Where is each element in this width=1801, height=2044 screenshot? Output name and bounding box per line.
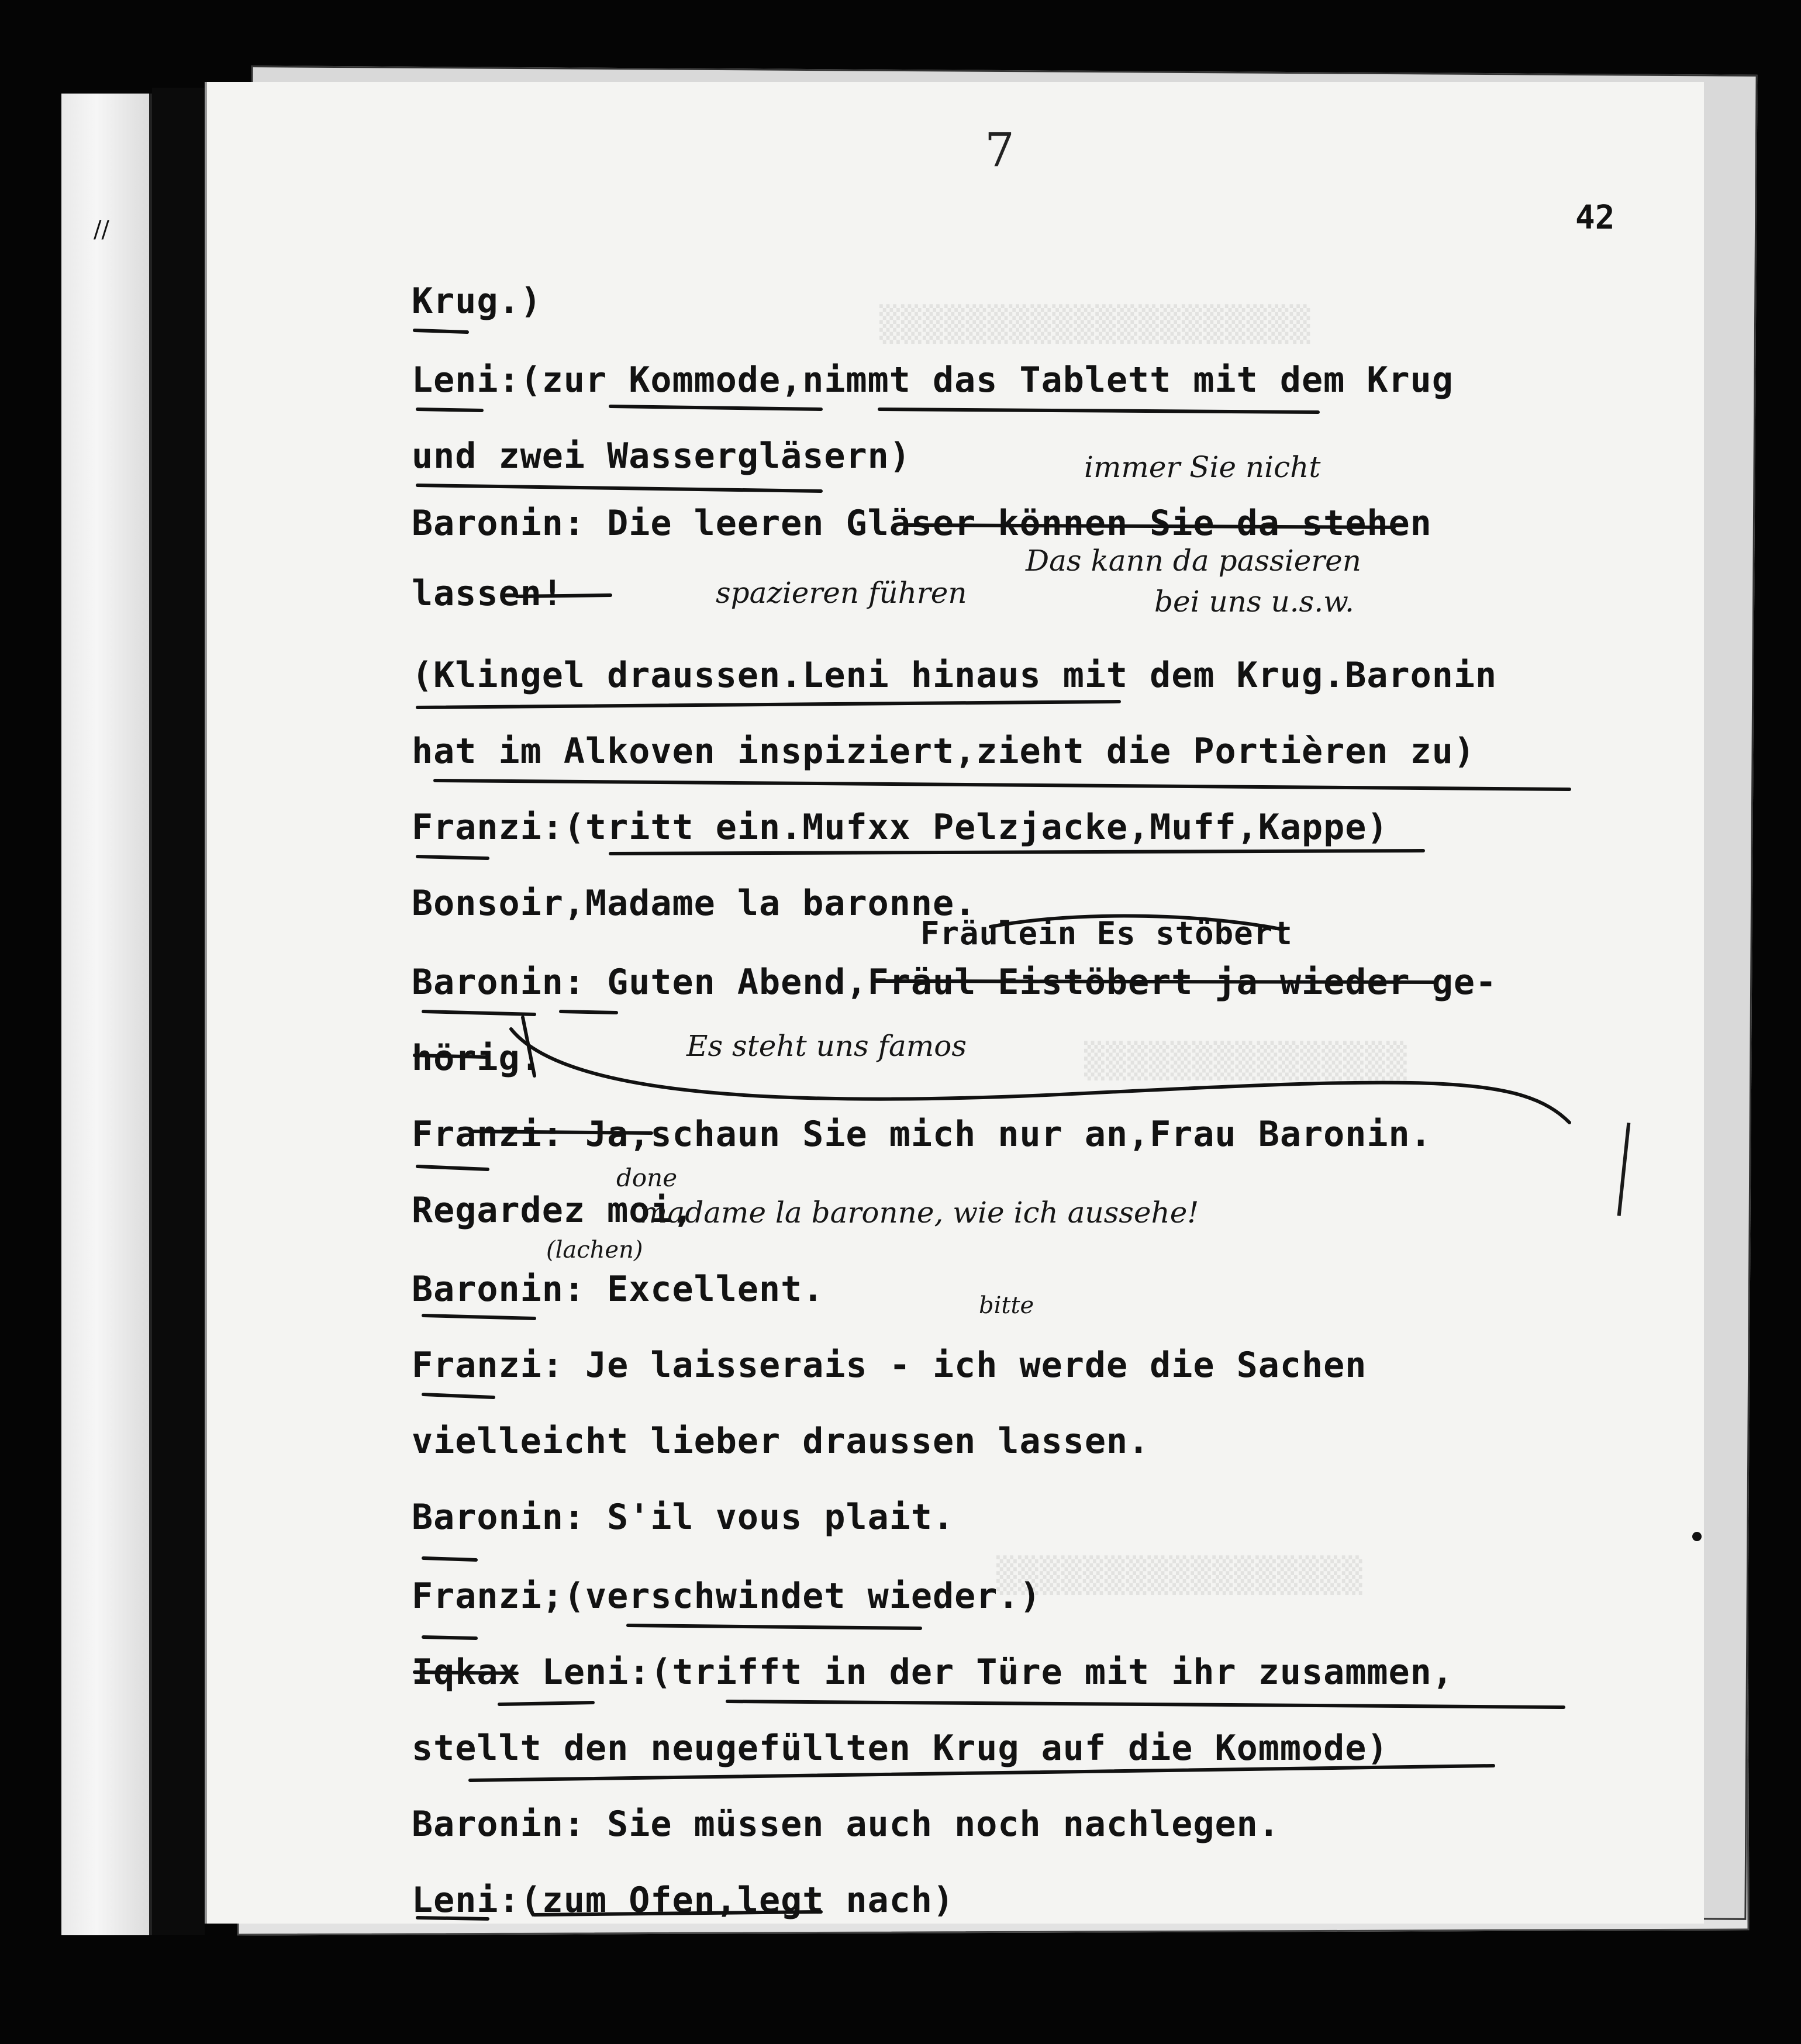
- show-through: ▒▒▒▒▒▒▒▒▒▒▒▒▒▒▒▒▒: [996, 1555, 1364, 1595]
- folder-edge: [61, 94, 153, 1935]
- text-line: Bonsoir,Madame la baronne.: [412, 883, 977, 924]
- text-line: Franzi: Ja,schaun Sie mich nur an,Frau Baronin.: [412, 1114, 1432, 1155]
- text-line: Leni:(zur Kommode,nimmt das Tablett mit dem Krug: [412, 360, 1454, 400]
- text-line: und zwei Wassergläsern): [412, 436, 911, 477]
- text-line: Krug.): [412, 281, 542, 322]
- typed-insertion: Fräulein Es stöbert: [920, 915, 1293, 952]
- handwritten-note: (lachen): [546, 1237, 643, 1263]
- handwritten-note: done: [616, 1163, 678, 1192]
- show-through: ▒▒▒▒▒▒▒▒▒▒▒▒▒▒▒▒▒▒▒▒: [879, 304, 1312, 344]
- handwritten-top-mark: 7: [985, 123, 1015, 177]
- handwritten-note: bei uns u.s.w.: [1154, 585, 1354, 619]
- text-line: vielleicht lieber draussen lassen.: [412, 1421, 1150, 1462]
- pen-markings: [207, 82, 1704, 1924]
- text-line: Franzi;(verschwindet wieder.): [412, 1576, 1041, 1617]
- text-line: Baronin: Excellent.: [412, 1269, 824, 1310]
- text-line: Franzi: Je laisserais - ich werde die Sachen: [412, 1345, 1367, 1386]
- handwritten-note: madame la baronne, wie ich aussehe!: [640, 1196, 1199, 1230]
- text-line: Baronin: S'il vous plait.: [412, 1497, 955, 1538]
- text-line: Baronin: Die leeren Gläser können Sie da stehen: [412, 503, 1432, 544]
- text-line: Baronin: Guten Abend,Fräul Eistöbert ja wieder ge-: [412, 962, 1498, 1003]
- text-line: Leni:(zum Ofen,legt nach): [412, 1880, 955, 1921]
- underline-mark: [415, 330, 467, 332]
- binding-gap: [152, 88, 205, 1935]
- text-line: Iqkax Leni:(trifft in der Türe mit ihr zusammen,: [412, 1652, 1454, 1693]
- text-line: hörig.: [412, 1038, 542, 1079]
- page-number: 42: [1575, 199, 1615, 237]
- text-line: Regardez moi,: [412, 1190, 694, 1231]
- ink-dot: [1692, 1532, 1702, 1541]
- text-line: lassen!: [412, 573, 564, 614]
- margin-mark: //: [94, 216, 109, 243]
- text-line: hat im Alkoven inspiziert,zieht die Portièren zu): [412, 731, 1476, 772]
- text-line: Baronin: Sie müssen auch noch nachlegen.: [412, 1804, 1280, 1845]
- handwritten-note: bitte: [979, 1292, 1034, 1319]
- text-line: Franzi:(tritt ein.Mufxx Pelzjacke,Muff,Kappe): [412, 807, 1389, 848]
- handwritten-note: Das kann da passieren: [1026, 544, 1361, 578]
- show-through: ▒▒▒▒▒▒▒▒▒▒▒▒▒▒▒: [1084, 1041, 1408, 1080]
- handwritten-note: immer Sie nicht: [1084, 450, 1321, 484]
- handwritten-note: Es steht uns famos: [686, 1029, 967, 1063]
- text-line: stellt den neugefüllten Krug auf die Kommode): [412, 1728, 1389, 1769]
- typescript-page: [205, 82, 1704, 1924]
- text-line: (Klingel draussen.Leni hinaus mit dem Krug.Baronin: [412, 655, 1498, 696]
- handwritten-note: spazieren führen: [716, 576, 967, 610]
- margin-stroke: [1617, 1123, 1631, 1216]
